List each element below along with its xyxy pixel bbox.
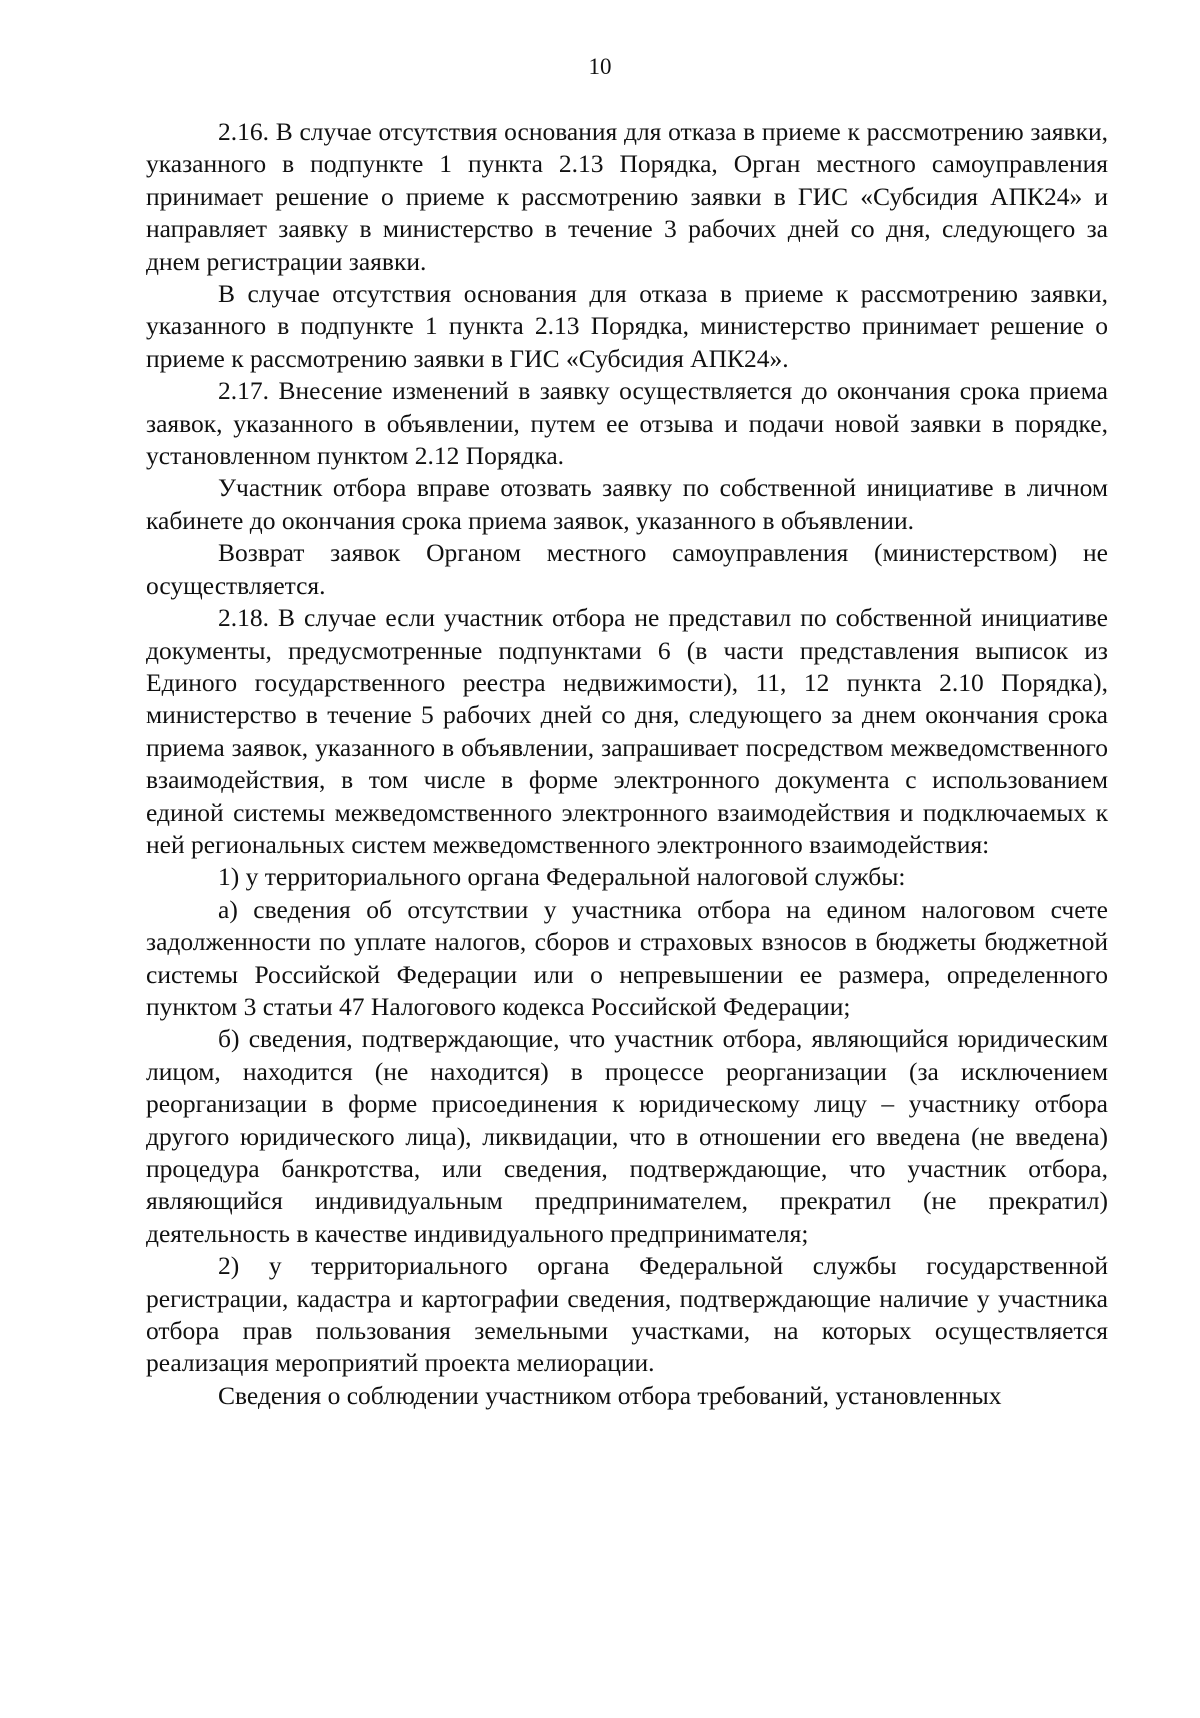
- page-number: 10: [588, 54, 612, 79]
- list-item-b-reorganization: б) сведения, подтверждающие, что участник отбора, являющийся юридическим лицом, находится (не находится) в процессе реорганизации (за исключением реорганизации в форме присоединения к юридическому лицу – участнику отбора другого юридического лица), ликвидации, что в отношении его введена (не введена) процедура банкротства, или сведения, подтверждающие, что участник отбора, являющийся индивидуальным предпринимателем, прекратил (не прекратил) деятельность в качестве индивидуального предпринимателя;: [146, 1024, 1108, 1248]
- document-body: [146, 116, 1108, 1412]
- paragraph-compliance-info: Сведения о соблюдении участником отбора требований, установленных: [218, 1380, 1002, 1410]
- paragraph-2-17: 2.17. Внесение изменений в заявку осуществляется до окончания срока приема заявок, указанного в объявлении, путем ее отзыва и подачи новой заявки в порядке, установленном пунктом 2.12 Порядка.: [146, 376, 1108, 471]
- list-item-a-tax-debt: а) сведения об отсутствии у участника отбора на едином налоговом счете задолженности по уплате налогов, сборов и страховых взносов в бюджеты бюджетной системы Российской Федерации или о непревышении ее размера, определенного пунктом 3 статьи 47 Налогового кодекса Российской Федерации;: [146, 894, 1108, 1021]
- list-item-1-tax-service: 1) у территориального органа Федеральной налоговой службы:: [218, 862, 906, 892]
- paragraph-ministry-acceptance: В случае отсутствия основания для отказа в приеме к рассмотрению заявки, указанного в подпункте 1 пункта 2.13 Порядка, министерство принимает решение о приеме к рассмотрению заявки в ГИС «Субсидия АПК24».: [146, 279, 1108, 373]
- paragraph-no-return: Возврат заявок Органом местного самоуправления (министерством) не осуществляется.: [146, 538, 1108, 600]
- list-item-2-registration-service: 2) у территориального органа Федеральной службы государственной регистрации, кадастра и картографии сведения, подтверждающие наличие у участника отбора прав пользования земельными участками, на которых осуществляется реализация мероприятий проекта мелиорации.: [146, 1251, 1108, 1378]
- paragraph-withdrawal: Участник отбора вправе отозвать заявку по собственной инициативе в личном кабинете до окончания срока приема заявок, указанного в объявлении.: [146, 473, 1108, 535]
- paragraph-2-16: 2.16. В случае отсутствия основания для отказа в приеме к рассмотрению заявки, указанного в подпункте 1 пункта 2.13 Порядка, Орган местного самоуправления принимает решение о приеме к рассмотрению заявки в ГИС «Субсидия АПК24» и направляет заявку в министерство в течение 3 рабочих дней со дня, следующего за днем регистрации заявки.: [146, 117, 1108, 276]
- paragraph-2-18: 2.18. В случае если участник отбора не представил по собственной инициативе документы, предусмотренные подпунктами 6 (в части представления выписок из Единого государственного реестра недвижимости), 11, 12 пункта 2.10 Порядка), министерство в течение 5 рабочих дней со дня, следующего за днем окончания срока приема заявок, указанного в объявлении, запрашивает посредством межведомственного взаимодействия, в том числе в форме электронного документа с использованием единой системы межведомственного электронного взаимодействия и подключаемых к ней региональных систем межведомственного электронного взаимодействия:: [146, 603, 1108, 859]
